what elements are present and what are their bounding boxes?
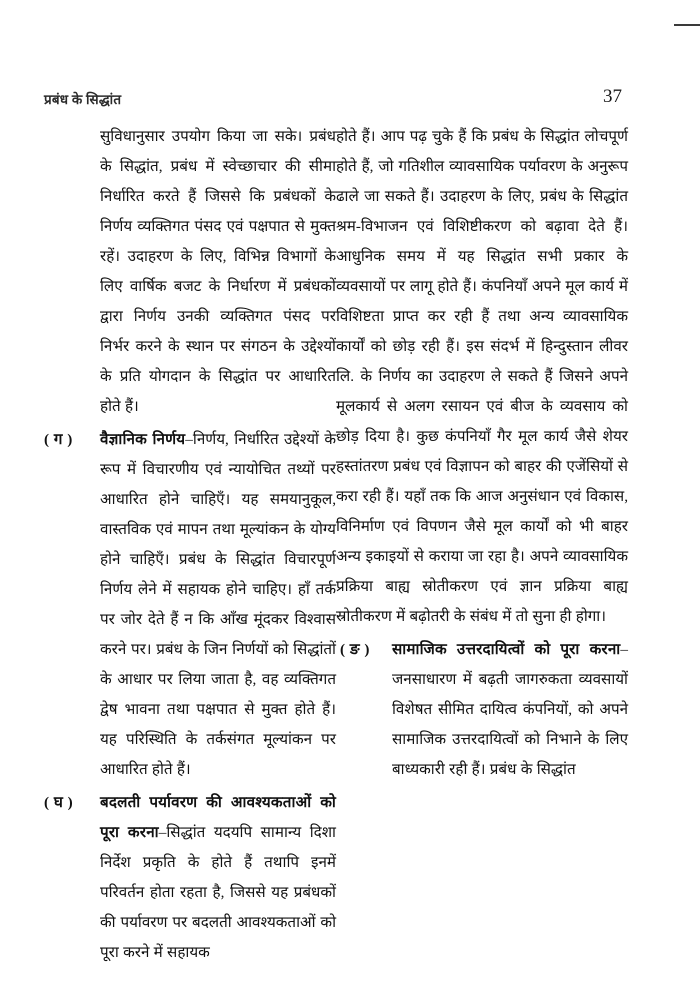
lead-dash: – <box>620 641 628 658</box>
list-item-text: सिद्धांत यदयपि सामान्य दिशा निर्देश प्रकृति के होते हैं तथापि इनमें परिवर्तन होता रहता है, जिससे यह प्रबंधकों की पर्यावरण पर बदलती आवश्यकताओं को पूरा करने में सहायक <box>100 824 336 961</box>
lead-dash: – <box>185 431 193 448</box>
list-item-lead-term: सामाजिक उत्तरदायित्वों को पूरा करना <box>392 641 621 658</box>
paragraph-text: सुविधानुसार उपयोग किया जा सके। प्रबंध के सिद्धांत, प्रबंध में स्वेच्छाचार की सीमा निर्धारित करते हैं जिससे कि प्रबंधकों के निर्णय व्यक्तिगत पंसद एवं पक्षपात से मुक्त रहें। उदाहरण के लिए, विभिन्न विभागों के लिए वार्षिक बजट के निर्धारण में प्रबंधकों द्वारा निर्णय उनकी व्यक्तिगत पंसद पर निर्भर करने के स्थान पर संगठन के उद्देश्यों के प्रति योगदान के सिद्धांत पर आधारित होते हैं। <box>100 128 336 415</box>
scan-artifact-rule <box>674 24 700 26</box>
list-item-lead-term: बदलती पर्यावरण की आवश्यकताओं को पूरा करना <box>100 794 336 841</box>
list-item-body <box>392 635 628 785</box>
list-item-marker: ( ग ) <box>44 431 73 448</box>
lead-dash: – <box>158 824 167 841</box>
running-header <box>44 88 664 114</box>
list-item-marker: ( घ ) <box>44 794 74 811</box>
left-column <box>44 122 336 961</box>
body-columns <box>0 122 700 961</box>
running-head-title: प्रबंध के सिद्धांत <box>44 92 122 107</box>
paragraph-continuation-right <box>336 122 628 632</box>
list-item-text: जनसाधारण में बढ़ती जागरुकता व्यवसायों विशेषत सीमित दायित्व कंपनियों, को अपने सामाजिक उत्तरदायित्वों को निभाने के लिए बाध्यकारी रही हैं। प्रबंध के सिद्धांत <box>392 671 628 778</box>
list-item-gha <box>44 788 336 968</box>
list-item-ga <box>44 425 336 785</box>
list-item-lead-term: वैज्ञानिक निर्णय <box>100 431 186 448</box>
list-item-text: निर्णय, निर्धारित उद्देश्यों के रूप में विचारणीय एवं न्यायोचित तथ्यों पर आधारित होने चाहिएँ। यह समयानुकूल, वास्तविक एवं मापन तथा मूल्यांकन के योग्य होने चाहिएँ। प्रबंध के सिद्धांत विचारपूर्ण निर्णय लेने में सहायक होने चाहिए। हाँ तर्क पर जोर देते हैं न कि आँख मूंदकर विश्वास करने पर। प्रबंध के जिन निर्णयों को सिद्धांतों के आधार पर लिया जाता है, वह व्यक्तिगत द्वेष भावना तथा पक्षपात से मुक्त होते हैं। यह परिस्थिति के तर्कसंगत मूल्यांकन पर आधारित होते हैं। <box>100 431 336 778</box>
list-item-body <box>100 425 336 785</box>
right-column <box>336 122 628 882</box>
paragraph-continuation-left <box>44 122 336 422</box>
page-number: 37 <box>603 86 622 107</box>
list-item-nga <box>336 635 628 785</box>
list-item-marker: ( ङ ) <box>340 641 370 658</box>
list-item-body <box>100 788 336 968</box>
paragraph-text: होते हैं। आप पढ़ चुके हैं कि प्रबंध के सिद्धांत लोचपूर्ण होते हैं, जो गतिशील व्यावसायिक पर्यावरण के अनुरूप ढाले जा सकते हैं। उदाहरण के लिए, प्रबंध के सिद्धांत श्रम-विभाजन एवं विशिष्टीकरण को बढ़ावा देते हैं। आधुनिक समय में यह सिद्धांत सभी प्रकार के व्यवसायों पर लागू होते हैं। कंपनियाँ अपने मूल कार्य में विशिष्टता प्राप्त कर रही हैं तथा अन्य व्यावसायिक कार्यों को छोड़ रही हैं। इस संदर्भ में हिन्दुस्तान लीवर लि. के निर्णय का उदाहरण ले सकते हैं जिसने अपने मूलकार्य से अलग रसायन एवं बीज के व्यवसाय को छोड़ दिया है। कुछ कंपनियाँ गैर मूल कार्य जैसे शेयर हस्तांतरण प्रबंध एवं विज्ञापन को बाहर की एजेंसियों से करा रही हैं। यहाँ तक कि आज अनुसंधान एवं विकास, विनिर्माण एवं विपणन जैसे मूल कार्यों को भी बाहर अन्य इकाइयों से कराया जा रहा है। अपने व्यावसायिक प्रक्रिया बाह्य स्रोतीकरण एवं ज्ञान प्रक्रिया बाह्य स्रोतीकरण में बढ़ोतरी के संबंध में तो सुना ही होगा। <box>336 128 628 625</box>
